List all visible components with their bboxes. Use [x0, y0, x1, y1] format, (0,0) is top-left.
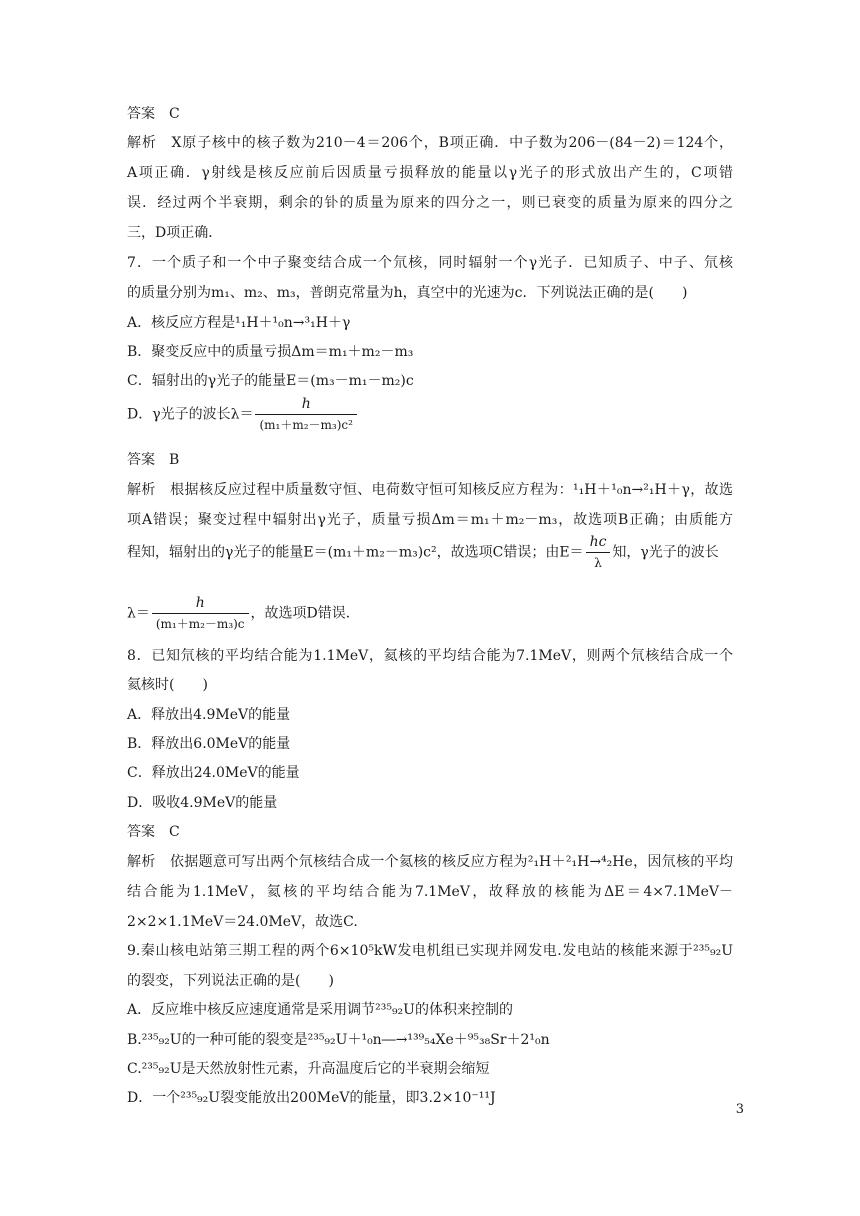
page-number: 3	[735, 1102, 744, 1117]
question-8-line-2: 氦核时( )	[127, 677, 208, 693]
q7-option-a: A．核反应方程是¹₁H＋¹₀n→³₁H＋γ	[127, 315, 351, 331]
question-7-line-2: 的质量分别为m₁、m₂、m₃，普朗克常量为h，真空中的光速为c．下列说法正确的是( )	[127, 285, 688, 301]
solution-7-line-4-tail: ，故选项D错误．	[250, 605, 360, 622]
q9-option-d: D．一个²³⁵₉₂U裂变能放出200MeV的能量，即3.2×10⁻¹¹J	[127, 1090, 496, 1106]
fraction-denominator: (m₁＋m₂－m₃)c²	[255, 414, 356, 433]
solution-7-line-3-text: 程知，辐射出的γ光子的能量E＝(m₁＋m₂－m₃)c²，故选项C错误；由E＝	[127, 544, 584, 561]
fraction-numerator: h	[195, 595, 205, 611]
solution-7-line-1: 解析 根据核反应过程中质量数守恒、电荷数守恒可知核反应方程为：¹₁H＋¹₀n→²₁H＋γ，故选	[127, 482, 733, 498]
answer-8: 答案 C	[127, 824, 180, 840]
fraction-numerator: hc	[589, 534, 607, 550]
q9-option-b: B.²³⁵₉₂U的一种可能的裂变是²³⁵₉₂U＋¹₀n―→¹³⁹₅₄Xe＋⁹⁵₃₈Sr＋2¹₀n	[127, 1032, 550, 1048]
question-7-line-1: 7．一个质子和一个中子聚变结合成一个氘核，同时辐射一个γ光子．已知质子、中子、氘核	[127, 255, 733, 271]
solution-7-line-3-tail: 知，γ光子的波长	[612, 544, 719, 561]
question-9-line-1: 9.秦山核电站第三期工程的两个6×10⁵kW发电机组已实现并网发电.发电站的核能来源于²³⁵₉₂U	[127, 943, 733, 959]
question-9-line-2: 的裂变，下列说法正确的是( )	[127, 973, 334, 989]
solution-7-fraction-lambda	[152, 595, 249, 632]
solution-6-line-1: 解析 X原子核中的核子数为210－4＝206个，B项正确．中子数为206－(84－2)＝124个，	[127, 135, 733, 151]
q8-option-a: A．释放出4.9MeV的能量	[127, 707, 291, 723]
q8-option-b: B．释放出6.0MeV的能量	[127, 736, 291, 752]
question-8-line-1: 8．已知氘核的平均结合能为1.1MeV，氦核的平均结合能为7.1MeV，则两个氘核结合成一个	[127, 648, 733, 664]
answer-7: 答案 B	[127, 452, 180, 468]
fraction-denominator: λ	[586, 552, 611, 571]
q7-option-d-fraction	[255, 396, 356, 433]
q9-option-c: C.²³⁵₉₂U是天然放射性元素，升高温度后它的半衰期会缩短	[127, 1061, 490, 1077]
fraction-denominator: (m₁＋m₂－m₃)c	[152, 613, 249, 632]
solution-8-line-3: 2×2×1.1MeV＝24.0MeV，故选C.	[127, 914, 358, 930]
q7-option-b: B．聚变反应中的质量亏损Δm＝m₁＋m₂－m₃	[127, 344, 414, 360]
solution-7-line-4-head: λ＝	[127, 605, 150, 622]
solution-8-line-1: 解析 依据题意可写出两个氘核结合成一个氦核的核反应方程为²₁H＋²₁H→⁴₂He，因氘核的平均	[127, 854, 733, 870]
solution-6-line-2: A项正确．γ射线是核反应前后因质量亏损释放的能量以γ光子的形式放出产生的，C项错	[127, 165, 733, 181]
solution-6-line-4: 三，D项正确．	[127, 225, 223, 241]
q8-option-d: D．吸收4.9MeV的能量	[127, 795, 278, 811]
q8-option-c: C．释放出24.0MeV的能量	[127, 765, 300, 781]
q7-option-c: C．辐射出的γ光子的能量E＝(m₃－m₁－m₂)c	[127, 373, 414, 389]
solution-8-line-2: 结合能为1.1MeV，氦核的平均结合能为7.1MeV，故释放的核能为ΔE＝4×7.1MeV－	[127, 884, 733, 900]
solution-7-fraction-hc	[586, 534, 611, 571]
solution-7-line-3	[127, 534, 719, 571]
answer-6: 答案 C	[127, 106, 180, 122]
fraction-numerator: h	[301, 396, 311, 412]
q7-option-d	[127, 396, 359, 433]
solution-6-line-3: 误．经过两个半衰期，剩余的钋的质量为原来的四分之一，则已衰变的质量为原来的四分之	[127, 195, 733, 211]
q9-option-a: A．反应堆中核反应速度通常是采用调节²³⁵₉₂U的体积来控制的	[127, 1002, 513, 1018]
solution-7-line-2: 项A错误；聚变过程中辐射出γ光子，质量亏损Δm＝m₁＋m₂－m₃，故选项B正确；由质能方	[127, 512, 733, 528]
q7-option-d-text: D．γ光子的波长λ＝	[127, 406, 254, 423]
solution-7-line-4	[127, 595, 360, 632]
